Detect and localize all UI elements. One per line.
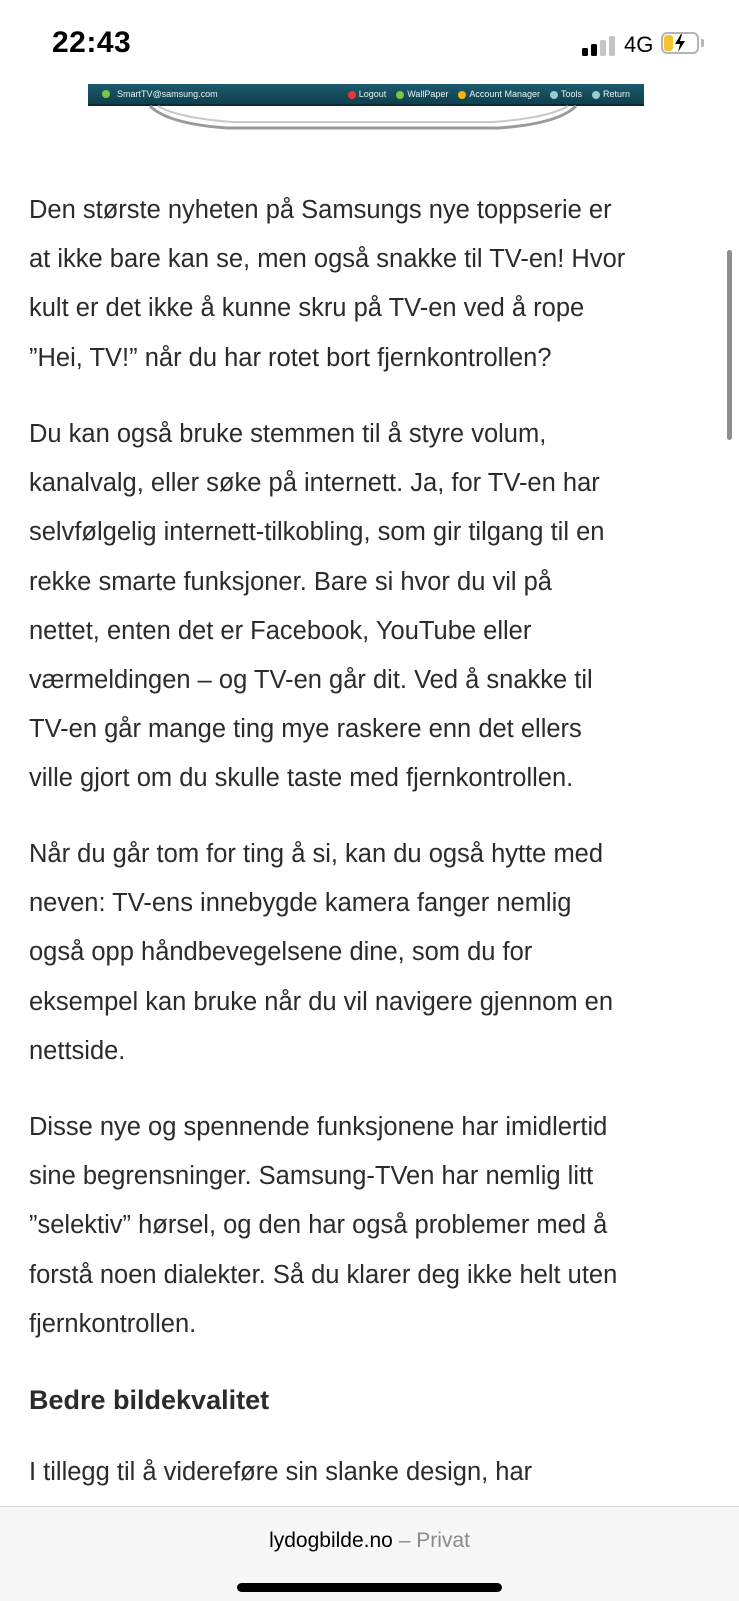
status-bar: [0, 0, 739, 84]
tv-menu-item: Logout: [358, 89, 387, 99]
tv-menu-item: Account Manager: [469, 89, 540, 99]
battery-charging-icon: [661, 32, 699, 54]
article-paragraph: Disse nye og spennende funksjonene har imidlertid sine begrensninger. Samsung-TVen har nemlig litt ”selektiv” hørsel, og den har også problemer med å forstå noen dialekter. Så du klarer deg ikke helt uten fjernkontrollen.: [29, 1113, 618, 1338]
article-paragraph: Når du går tom for ting å si, kan du også hytte med neven: TV-ens innebygde kamera fanger nemlig også opp håndbevegelsene dine, som du for eksempel kan bruke når du vil navigere gjennom en nettside.: [29, 840, 614, 1065]
tv-stand: [148, 104, 578, 134]
article-paragraph-partial: I tillegg til å videreføre sin slanke design, har: [29, 1458, 533, 1486]
private-mode-label: Privat: [416, 1529, 470, 1552]
page-scrollbar[interactable]: [727, 250, 732, 440]
status-time: 22:43: [52, 26, 132, 59]
url-separator: –: [398, 1529, 411, 1552]
article-paragraph: Den største nyheten på Samsungs nye toppserie er at ikke bare kan se, men også snakke til TV-en! Hvor kult er det ikke å kunne skru på TV-en ved å rope ”Hei, TV!” når du har rotet bort fjernkontrollen?: [29, 196, 626, 372]
tv-menu-item: WallPaper: [407, 89, 449, 99]
cellular-signal-icon: [582, 34, 618, 56]
section-heading: Bedre bildekvalitet: [29, 1385, 270, 1415]
tv-menu-item: Return: [602, 89, 630, 99]
browser-bottom-bar[interactable]: [0, 1506, 739, 1601]
article-paragraph: Du kan også bruke stemmen til å styre volum, kanalvalg, eller søke på internett. Ja, for TV-en har selvfølgelig internett-tilkobling, som gir tilgang til en rekke smarte funksjoner. Bare si hvor du vil på nettet, enten det er Facebook, YouTube eller værmeldingen – og TV-en går dit. Ved å snakke til TV-en går mange ting mye raskere enn det ellers ville gjort om du skulle taste med fjernkontrollen.: [29, 420, 605, 793]
article-image-tv: [88, 84, 644, 136]
tv-menu-item: Tools: [560, 89, 582, 99]
url-domain: lydogbilde.no: [269, 1529, 393, 1552]
tv-screen-menu-bar: [88, 84, 644, 106]
network-type: 4G: [624, 32, 654, 57]
address-bar[interactable]: [0, 1529, 739, 1553]
home-indicator[interactable]: [237, 1583, 502, 1592]
tv-email-label: SmartTV@samsung.com: [117, 89, 218, 99]
